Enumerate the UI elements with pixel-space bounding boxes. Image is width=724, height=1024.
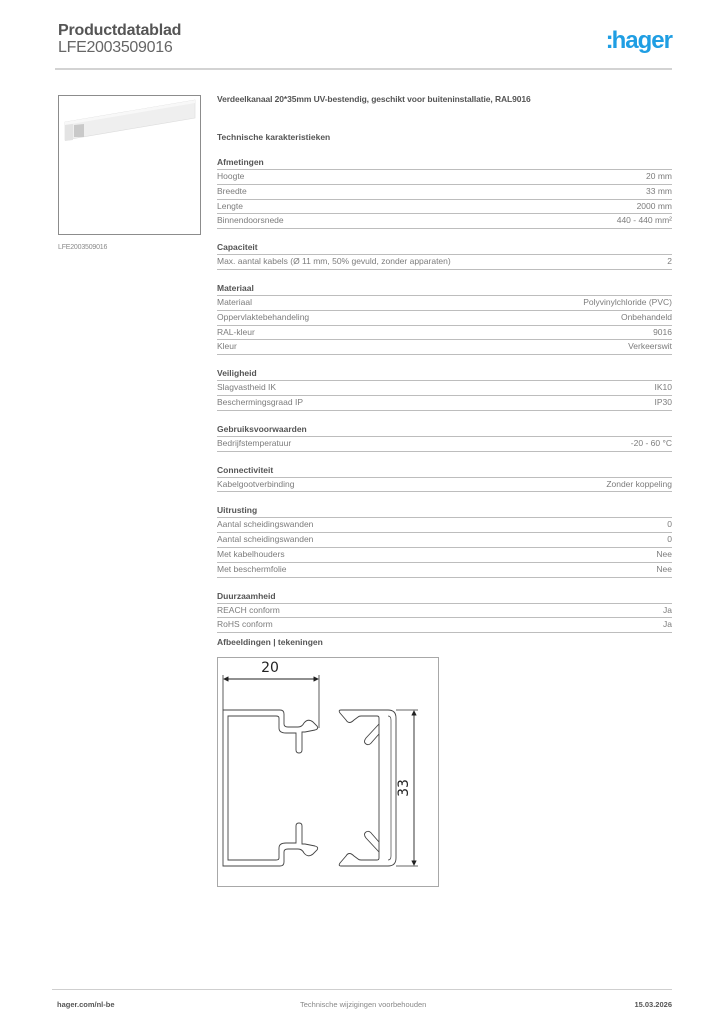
- spec-row: [217, 518, 672, 533]
- spec-value: -20 - 60 °C: [630, 437, 672, 448]
- section-capaciteit: [217, 241, 672, 270]
- spec-row: [217, 200, 672, 215]
- spec-row: [217, 548, 672, 563]
- spec-value: 9016: [653, 326, 672, 337]
- spec-row: [217, 604, 672, 619]
- section-title: Capaciteit: [217, 241, 672, 255]
- logo-text: hager: [611, 27, 672, 54]
- section-title: Gebruiksvoorwaarden: [217, 423, 672, 437]
- spec-label: REACH conform: [217, 604, 280, 615]
- footer-divider: [52, 989, 672, 990]
- spec-row: [217, 381, 672, 396]
- drawings-heading: Afbeeldingen | tekeningen: [217, 637, 323, 647]
- cable-trunking-photo-icon: [59, 96, 200, 234]
- website-link[interactable]: hager.com/nl-be: [57, 1000, 115, 1009]
- spec-row: [217, 214, 672, 229]
- section-title: Materiaal: [217, 282, 672, 296]
- disclaimer-text: Technische wijzigingen voorbehouden: [300, 1000, 427, 1009]
- product-sku: LFE2003509016: [58, 39, 173, 56]
- spec-label: Kabelgootverbinding: [217, 478, 295, 489]
- spec-content: [217, 92, 672, 633]
- spec-row: [217, 563, 672, 578]
- spec-row: [217, 296, 672, 311]
- spec-value: Verkeerswit: [628, 341, 672, 352]
- section-materiaal: [217, 282, 672, 355]
- spec-value: IK10: [654, 382, 672, 393]
- spec-label: Max. aantal kabels (Ø 11 mm, 50% gevuld, zonder apparaten): [217, 256, 451, 267]
- section-veiligheid: [217, 367, 672, 411]
- spec-row: [217, 170, 672, 185]
- spec-value: Onbehandeld: [620, 311, 672, 322]
- dimension-width-label: 20: [261, 660, 279, 676]
- spec-label: Met kabelhouders: [217, 548, 285, 559]
- spec-value: 33 mm: [646, 185, 672, 196]
- spec-row: [217, 311, 672, 326]
- spec-value: Nee: [656, 563, 672, 574]
- spec-value: 0: [667, 534, 672, 545]
- spec-value: Nee: [656, 548, 672, 559]
- product-image: [58, 95, 201, 235]
- spec-label: Lengte: [217, 200, 243, 211]
- spec-value: 2: [667, 256, 672, 267]
- hager-logo: [606, 28, 672, 54]
- document-title: Productdatablad: [58, 22, 182, 39]
- document-date: 15.03.2026: [634, 1000, 672, 1009]
- spec-row: [217, 326, 672, 341]
- spec-value: Polyvinylchloride (PVC): [583, 296, 672, 307]
- spec-label: Bedrijfstemperatuur: [217, 437, 292, 448]
- spec-row: [217, 618, 672, 633]
- section-title: Afmetingen: [217, 156, 672, 170]
- section-connectiviteit: [217, 464, 672, 493]
- spec-value: 20 mm: [646, 171, 672, 181]
- spec-value: IP30: [654, 396, 672, 407]
- logo-colon: :: [605, 27, 612, 54]
- spec-label: RAL-kleur: [217, 326, 255, 337]
- product-description: Verdeelkanaal 20*35mm UV-bestendig, geschikt voor buiteninstallatie, RAL9016: [217, 94, 531, 104]
- spec-label: Slagvastheid IK: [217, 382, 277, 393]
- spec-value: 0: [667, 519, 672, 530]
- section-gebruiksvoorwaarden: [217, 423, 672, 452]
- technical-drawing: [217, 657, 439, 887]
- spec-label: Kleur: [217, 341, 237, 352]
- spec-label: Aantal scheidingswanden: [217, 519, 314, 530]
- spec-value: 2000 mm: [636, 200, 672, 211]
- technical-characteristics-heading: Technische karakteristieken: [217, 132, 331, 142]
- spec-label: Oppervlaktebehandeling: [217, 311, 310, 322]
- spec-row: [217, 478, 672, 493]
- spec-row: [217, 396, 672, 411]
- section-uitrusting: [217, 504, 672, 577]
- spec-label: Binnendoorsnede: [217, 215, 284, 226]
- cross-section-drawing-icon: [218, 658, 438, 886]
- spec-label: Beschermingsgraad IP: [217, 396, 303, 407]
- dimension-height-label: 33: [396, 779, 412, 797]
- spec-row: [217, 533, 672, 548]
- spec-row: [217, 185, 672, 200]
- spec-label: Breedte: [217, 185, 247, 196]
- spec-label: Hoogte: [217, 171, 245, 181]
- spec-value: 440 - 440 mm²: [616, 215, 672, 226]
- spec-row: [217, 255, 672, 270]
- section-duurzaamheid: [217, 590, 672, 634]
- section-afmetingen: [217, 156, 672, 229]
- section-title: Veiligheid: [217, 367, 672, 381]
- section-title: Connectiviteit: [217, 464, 672, 478]
- section-title: Duurzaamheid: [217, 590, 672, 604]
- spec-label: Aantal scheidingswanden: [217, 534, 314, 545]
- header-divider: [55, 68, 672, 70]
- spec-label: Met beschermfolie: [217, 563, 287, 574]
- section-title: Uitrusting: [217, 504, 672, 518]
- spec-label: RoHS conform: [217, 619, 273, 630]
- spec-value: Ja: [663, 619, 672, 630]
- spec-value: Ja: [663, 604, 672, 615]
- spec-row: [217, 340, 672, 355]
- product-image-caption: LFE2003509016: [58, 244, 108, 251]
- spec-row: [217, 437, 672, 452]
- spec-value: Zonder koppeling: [606, 478, 672, 489]
- spec-label: Materiaal: [217, 296, 252, 307]
